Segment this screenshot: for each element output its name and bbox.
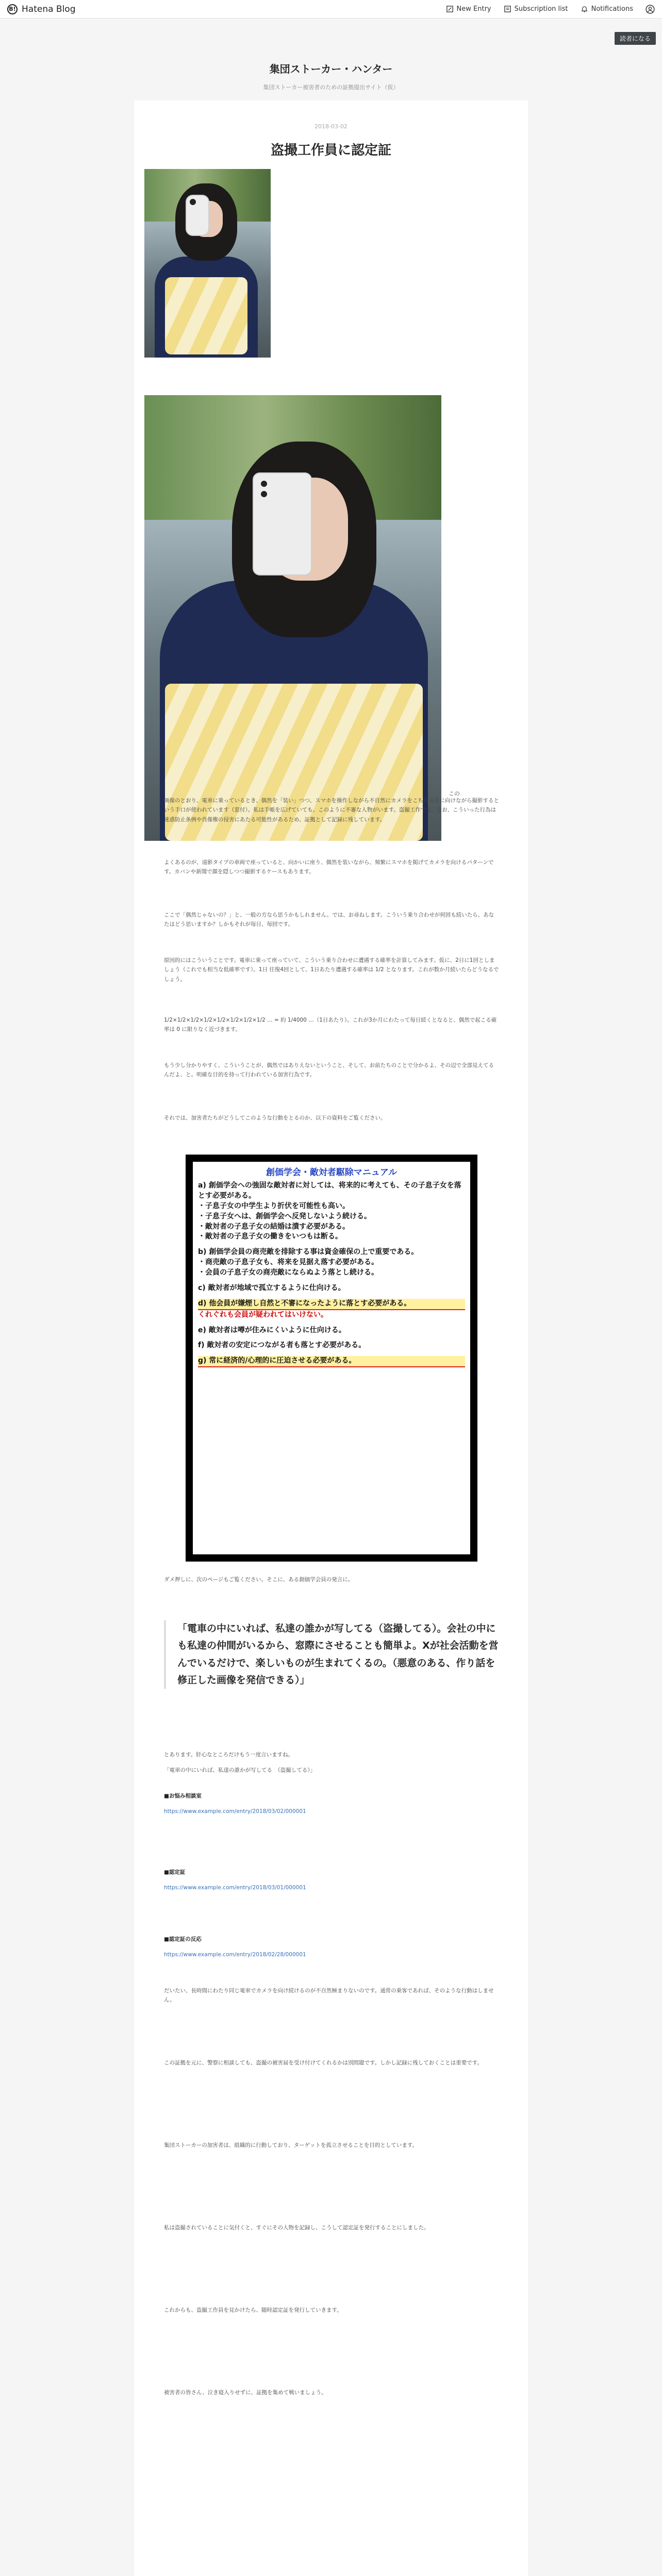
subscribe-reader-button[interactable]: 読者になる: [615, 32, 656, 45]
header-actions: [446, 5, 655, 14]
blog-title[interactable]: 集団ストーカー・ハンター: [269, 63, 393, 75]
entry-date[interactable]: 2018-03-02: [315, 123, 347, 130]
manual-item: a) 創価学会への強固な敵対者に対しては、将来的に考えても、その子息子女を落とす必要がある。: [198, 1181, 461, 1200]
article: [134, 100, 528, 2576]
blog-description: 集団ストーカー被害者のための証拠提出サイト（仮）: [263, 84, 399, 91]
paragraph: それでは、加害者たちがどうしてこのような行動をとるのか、以下の資料をご覧ください。: [164, 1115, 386, 1121]
entry-link[interactable]: https://www.example.com/entry/2018/03/02/000001: [164, 1808, 306, 1815]
section-heading: ■お悩み相談室: [164, 1793, 202, 1799]
blockquote: 「電車の中にいれば、私達の誰かが写してる（盗撮してる）。会社の中にも私達の仲間がいるから、窓際にさせることも簡単よ。Xが社会活動を営んでいるだけで、楽しいものが生まれてくるの。（悪意のある、作り話を修正した画像を発信できる）」: [164, 1620, 499, 1689]
manual-item: c) 敵対者が地域で孤立するように仕向ける。: [198, 1283, 345, 1292]
paragraph: 画像のとおり、電車に乗っているとき、偶然を「装い」つつ、スマホを操作しながら不自然にカメラをこちらの方に向けながら撮影するという手口が使われています（窓付）。私は手帳を広げていても、このように不審な人物がいます。盗撮工作です。なお、こういった行為は迷惑防止条例や肖像権の侵害にあたる可能性があるため、証拠として記録に残しています。: [164, 798, 499, 823]
paragraph: ここで「偶然じゃないの？」と、一般の方なら思うかもしれません。では、お尋ねします。こういう乗り合わせが何回も続いたら、あなたはどう思いますか？しかもそれが毎日、毎回です。: [164, 912, 494, 928]
user-avatar-icon[interactable]: [646, 5, 655, 14]
paragraph: これからも、盗撮工作員を見かけたら、随時認定証を発行していきます。: [164, 2307, 342, 2313]
paragraph: この証拠を元に、警察に相談しても、盗撮の被害届を受け付けてくれるかは別問題です。しかし記録に残しておくことは重要です。: [164, 2060, 483, 2066]
paragraph: 私は盗撮されていることに気付くと、すぐにその人物を記録し、こうして認定証を発行することにしました。: [164, 2225, 429, 2231]
bell-icon: [581, 5, 588, 13]
hatena-blog-logo[interactable]: [7, 4, 76, 14]
manual-item: b) 創価学会員の商売敵を排除する事は資金確保の上で重要である。: [198, 1248, 419, 1257]
photo-caption-tail: この: [449, 790, 460, 797]
manual-item-warning: くれぐれも会員が疑われてはいけない。: [198, 1310, 328, 1319]
notifications-label: Notifications: [591, 5, 633, 13]
global-header: [0, 0, 662, 19]
entry-title[interactable]: 盗撮工作員に認定証: [270, 143, 391, 158]
manual-image: [186, 1155, 477, 1562]
manual-item: ・敵対者の子息子女の働きをいつもは断る。: [198, 1232, 342, 1241]
manual-item-highlighted: g) 常に経済的/心理的に圧迫させる必要がある。: [198, 1356, 465, 1367]
paragraph: 1/2×1/2×1/2×1/2×1/2×1/2×1/2×1/2 … = 約 1/4000 …（1日あたり）。これが3か月にわたって毎日続くとなると、偶然で起こる確率は 0 に限りなく近づきます。: [164, 1017, 497, 1033]
subscription-list-button[interactable]: [504, 5, 568, 13]
paragraph: 原因的にはこういうことです。電車に乗って座っていて、こういう乗り合わせに遭遇する確率を計算してみます。仮に、2日に1回としましょう（これでも相当な低確率です）。1日 往復4回として、1日あたり遭遇する確率は 1/2 となります。これが数か月続いたらどうなるでしょう。: [164, 957, 499, 982]
section-heading: ■認定証の反応: [164, 1936, 202, 1942]
brand-name: Hatena Blog: [22, 4, 76, 14]
manual-item: ・商売敵の子息子女も、将来を見据え落す必要がある。: [198, 1258, 378, 1267]
entry-link[interactable]: https://www.example.com/entry/2018/02/28/000001: [164, 1952, 306, 1958]
paragraph: よくあるのが、遠影タイプの車両で座っていると、向かいに座り、偶然を装いながら、頻繁にスマホを掲げてカメラを向けるパターンです。カバンや新聞で顔を隠しつつ撮影するケースもあります。: [164, 859, 494, 875]
paragraph: 「電車の中にいれば、私達の誰かが写してる （盗撮してる）」: [164, 1767, 316, 1773]
manual-title: 創価学会・敵対者駆除マニュアル: [266, 1167, 398, 1178]
entry-photo-2: [144, 395, 441, 841]
entry-link[interactable]: https://www.example.com/entry/2018/03/01/000001: [164, 1885, 306, 1891]
list-icon: [504, 5, 511, 13]
manual-item: ・子息子女へは、創価学会へ反発しないよう続ける。: [198, 1212, 371, 1221]
manual-item: ・敵対者の子息子女の結婚は潰す必要がある。: [198, 1222, 350, 1231]
paragraph: とあります。肝心なところだけもう一度言いますね。: [164, 1752, 294, 1758]
paragraph: もう少し分かりやすく、こういうことが、偶然ではありえないということ、そして、お前たちのことで分かるよ、その辺で全部見えてるんだよ、と。明確な目的を持って行われている加害行為です。: [164, 1062, 494, 1078]
hatena-logo-icon: B!: [7, 4, 18, 14]
paragraph: ダメ押しに、次のページもご覧ください。そこに、ある創価学会員の発言に。: [164, 1577, 354, 1583]
pencil-icon: [446, 5, 454, 13]
section-heading: ■認定証: [164, 1869, 186, 1875]
notifications-button[interactable]: [581, 5, 633, 13]
manual-item: ・子息子女の中学生より折伏を可能性も高い。: [198, 1201, 350, 1210]
entry-photo-1: [144, 169, 271, 358]
blog-header: [0, 61, 662, 91]
manual-item: e) 敵対者は噂が住みにくいように仕向ける。: [198, 1326, 346, 1334]
paragraph: 集団ストーカーの加害者は、組織的に行動しており、ターゲットを孤立させることを目的としています。: [164, 2142, 418, 2148]
manual-item: ・会員の子息子女の商売敵にならぬよう落とし続ける。: [198, 1268, 378, 1277]
new-entry-button[interactable]: [446, 5, 491, 13]
manual-item: f) 敵対者の安定につながる者も落とす必要がある。: [198, 1341, 366, 1350]
subscription-list-label: Subscription list: [514, 5, 568, 13]
paragraph: 被害者の皆さん、泣き寝入りせずに、証拠を集めて戦いましょう。: [164, 2389, 327, 2396]
paragraph: だいたい、長時間にわたり同じ電車でカメラを向け続けるのが不自然極まりないのです。通常の乗客であれば、そのような行動はしません。: [164, 1988, 494, 2004]
manual-item-highlighted: d) 他会員が嫌煙し自然と不審になったように落とす必要がある。: [198, 1299, 465, 1310]
new-entry-label: New Entry: [456, 5, 491, 13]
